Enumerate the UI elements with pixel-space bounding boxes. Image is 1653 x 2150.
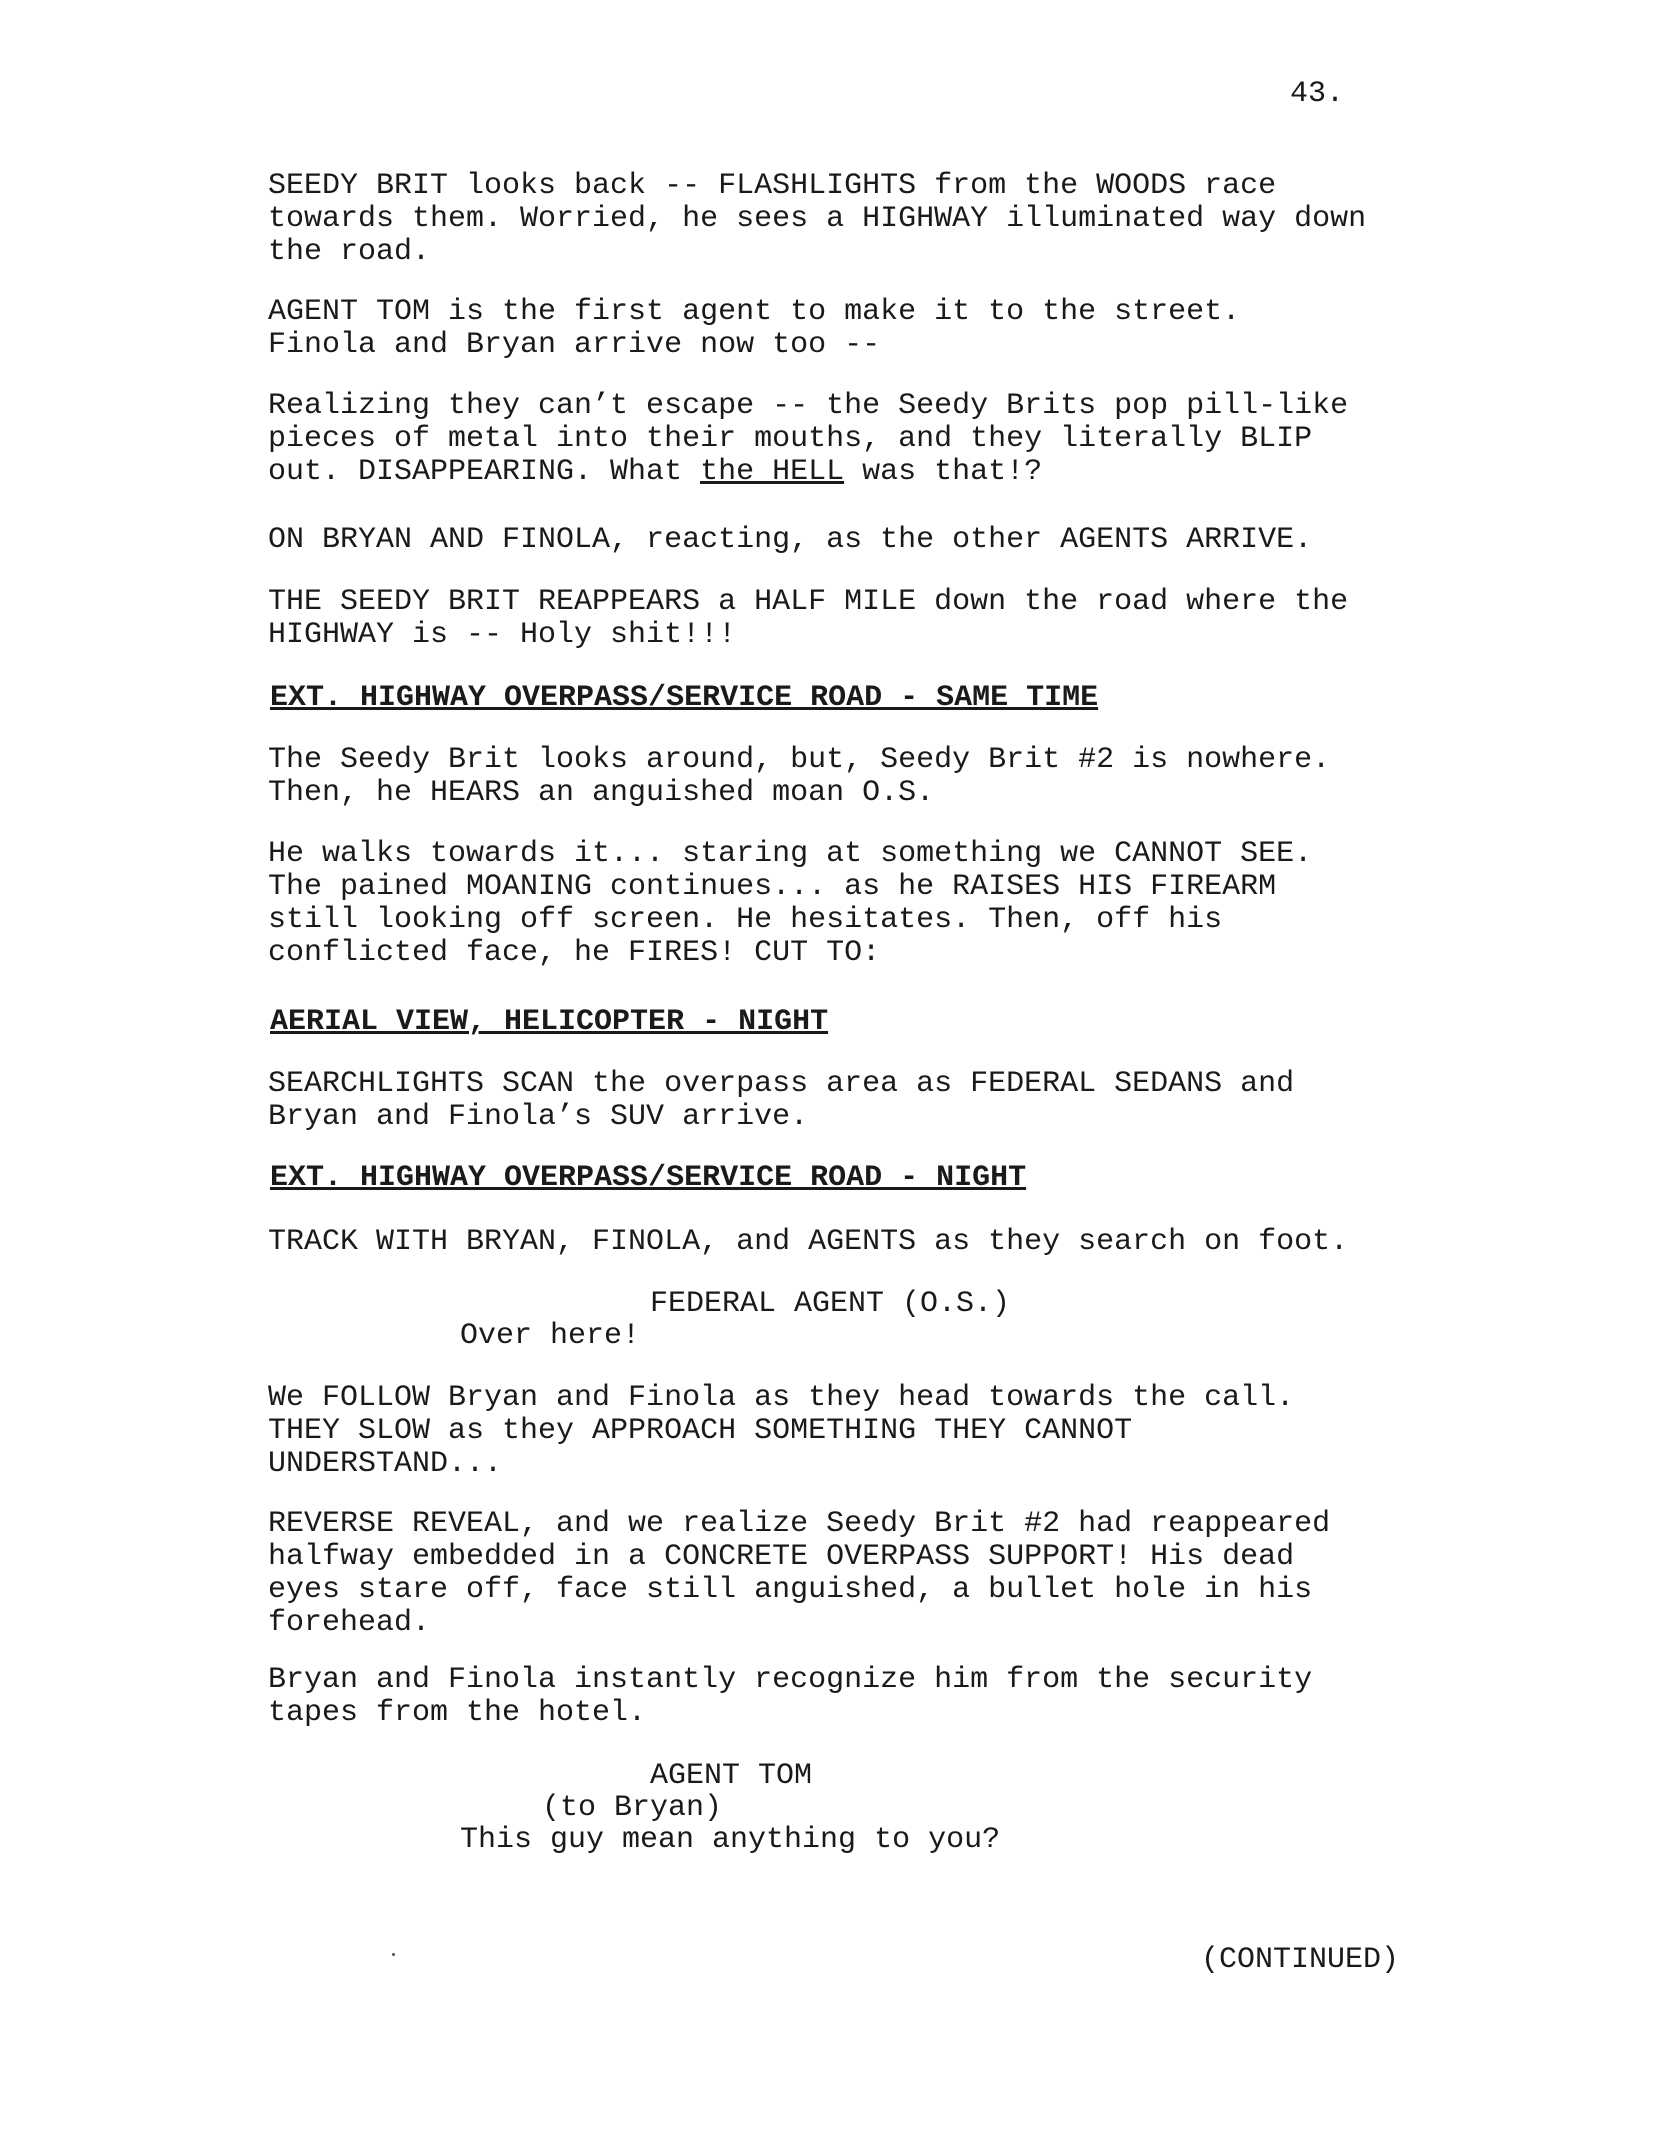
action-paragraph: REVERSE REVEAL, and we realize Seedy Brit #2 had reappeared halfway embedded in a CONCRETE OVERPASS SUPPORT! His dead eyes stare off, face still anguished, a bullet hole in his forehead. bbox=[268, 1507, 1331, 1640]
character-name: AGENT TOM bbox=[650, 1759, 813, 1793]
action-paragraph: The Seedy Brit looks around, but, Seedy Brit #2 is nowhere. Then, he HEARS an anguished moan O.S. bbox=[268, 743, 1331, 810]
action-paragraph: We FOLLOW Bryan and Finola as they head towards the call. THEY SLOW as they APPROACH SOMETHING THEY CANNOT UNDERSTAND... bbox=[268, 1381, 1295, 1481]
action-paragraph bbox=[268, 390, 1428, 489]
page-number: 43. bbox=[1290, 77, 1345, 111]
scene-heading: EXT. HIGHWAY OVERPASS/SERVICE ROAD - NIGHT bbox=[270, 1161, 1027, 1195]
action-paragraph: ON BRYAN AND FINOLA, reacting, as the other AGENTS ARRIVE. bbox=[268, 523, 1313, 557]
scene-heading: AERIAL VIEW, HELICOPTER - NIGHT bbox=[270, 1005, 829, 1039]
action-paragraph: Bryan and Finola instantly recognize him from the security tapes from the hotel. bbox=[268, 1663, 1313, 1730]
dialogue-line: This guy mean anything to you? bbox=[460, 1823, 1001, 1857]
scene-heading: EXT. HIGHWAY OVERPASS/SERVICE ROAD - SAME TIME bbox=[270, 681, 1099, 715]
action-text: was that!? bbox=[844, 455, 1043, 489]
dialogue-line: Over here! bbox=[460, 1319, 641, 1353]
action-paragraph: THE SEEDY BRIT REAPPEARS a HALF MILE down the road where the HIGHWAY is -- Holy shit!!! bbox=[268, 585, 1349, 652]
action-paragraph: He walks towards it... staring at something we CANNOT SEE. The pained MOANING continues... as he RAISES HIS FIREARM still looking off screen. He hesitates. Then, off his conflicted face, he FIRES! CUT TO: bbox=[268, 837, 1313, 970]
action-paragraph: AGENT TOM is the first agent to make it to the street. Finola and Bryan arrive now too -- bbox=[268, 295, 1241, 362]
character-name: FEDERAL AGENT (O.S.) bbox=[650, 1287, 1011, 1321]
action-text: Realizing they can’t escape -- the Seedy Brits pop pill-like pieces of metal into their mouths, and they literally BLIP out. DISAPPEARING. What bbox=[268, 389, 1349, 489]
stray-mark bbox=[392, 1953, 395, 1956]
action-paragraph: SEEDY BRIT looks back -- FLASHLIGHTS from the WOODS race towards them. Worried, he sees a HIGHWAY illuminated way down the road. bbox=[268, 169, 1367, 269]
action-paragraph: TRACK WITH BRYAN, FINOLA, and AGENTS as they search on foot. bbox=[268, 1225, 1349, 1259]
underlined-emphasis: the HELL bbox=[700, 455, 845, 489]
action-paragraph: SEARCHLIGHTS SCAN the overpass area as FEDERAL SEDANS and Bryan and Finola’s SUV arrive. bbox=[268, 1067, 1295, 1134]
continued-marker: (CONTINUED) bbox=[1201, 1943, 1400, 1977]
parenthetical: (to Bryan) bbox=[542, 1791, 723, 1825]
